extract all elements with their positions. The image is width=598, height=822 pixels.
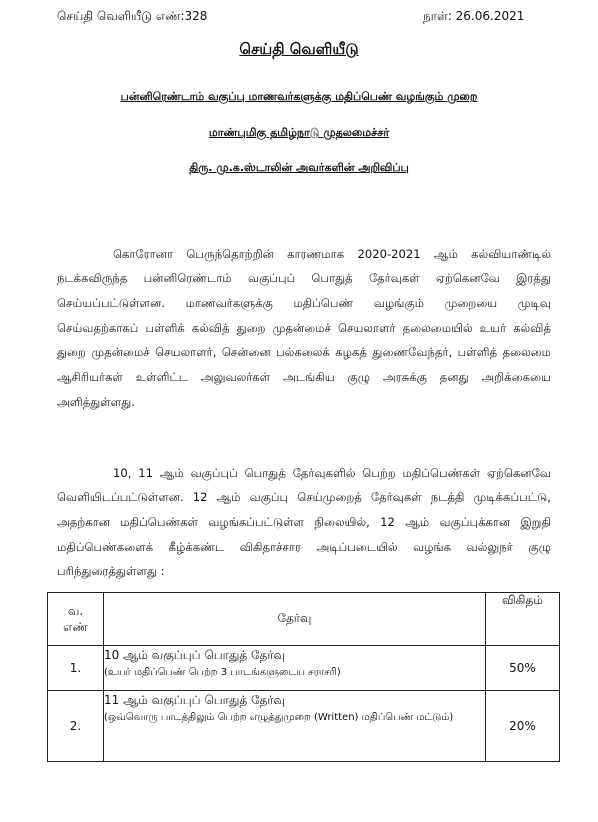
table-row (48, 691, 560, 762)
body-paragraph-1: கொரோனா பெருந்தொற்றின் காரணமாக 2020-2021 ஆம் கல்வியாண்டில் நடக்கவிருந்த பன்னிரெண்டாம் வகுப்புப் பொதுத் தேர்வுகள் ஏற்கெனவே இரத்து செய்யப்பட்டுள்ளன. மாணவர்களுக்கு மதிப்பெண் வழங்கும் முறையை முடிவு செய்வதற்காகப் பள்ளிக் கல்வித் துறை முதன்மைச் செயலாளர் தலைமையில் உயர் கல்வித் துறை முதன்மைச் செயலாளர், சென்னை பல்கலைக் கழகத் துணைவேந்தர், பள்ளித் தலைமை ஆசிரியர்கள் உள்ளிட்ட அலுவலர்கள் அடங்கிய குழு அரசுக்கு தனது அறிக்கையை அளித்துள்ளது. (57, 246, 551, 409)
row-percentage: 50% (486, 646, 560, 691)
exam-header: தேர்வு (104, 593, 486, 646)
row-percentage: 20% (486, 691, 560, 762)
body-paragraph-2: 10, 11 ஆம் வகுப்புப் பொதுத் தேர்வுகளில் பெற்ற மதிப்பெண்கள் ஏற்கெனவே வெளியிடப்பட்டுள்ளன. 12 ஆம் வகுப்பு செய்முறைத் தேர்வுகள் நடத்தி முடிக்கப்பட்டு, அதற்கான மதிப்பெண்கள் வழங்கப்பட்டுள்ள நிலையில், 12 ஆம் வகுப்புக்கான இறுதி மதிப்பெண்களைக் கீழ்க்கண்ட விகிதாச்சார அடிப்படையில் வழங்க வல்லுநர் குழு பரிந்துரைத்துள்ளது : (57, 465, 551, 579)
subtitle-line-1: பன்னிரெண்டாம் வகுப்பு மாணவர்களுக்கு மதிப்பெண் வழங்கும் முறை (120, 90, 478, 103)
subtitle-line-3: திரு. மு.க.ஸ்டாலின் அவர்களின் அறிவிப்பு (189, 161, 409, 174)
serial-number-header (48, 593, 104, 646)
row-exam-note: (ஒவ்வொரு பாடத்திலும் பெற்ற எழுத்துமுறை (Written) மதிப்பெண் மட்டும்) (104, 712, 454, 723)
release-date: நாள்: 26.06.2021 (423, 9, 525, 23)
row-exam-cell (104, 646, 486, 691)
row-exam-title: 10 ஆம் வகுப்புப் பொதுத் தேர்வு (104, 648, 286, 662)
row-exam-note: (உயர் மதிப்பெண் பெற்ற 3 பாடங்களுடைய சராசரி) (104, 667, 341, 678)
release-number: செய்தி வெளியீடு எண்:328 (57, 9, 208, 23)
serial-number-header-line-1: வ. (67, 604, 84, 618)
row-exam-cell (104, 691, 486, 762)
grading-weightage-table (47, 592, 560, 762)
table-header-row (48, 593, 560, 646)
percentage-header: விகிதம் (486, 593, 560, 646)
document-title: செய்தி வெளியீடு (239, 40, 359, 58)
row-serial-number: 2. (48, 691, 104, 762)
table-row (48, 646, 560, 691)
subtitle-line-2: மாண்புமிகு தமிழ்நாடு முதலமைச்சர் (208, 126, 390, 139)
serial-number-header-line-2: எண் (63, 620, 88, 634)
row-exam-title: 11 ஆம் வகுப்புப் பொதுத் தேர்வு (104, 693, 286, 707)
row-serial-number: 1. (48, 646, 104, 691)
